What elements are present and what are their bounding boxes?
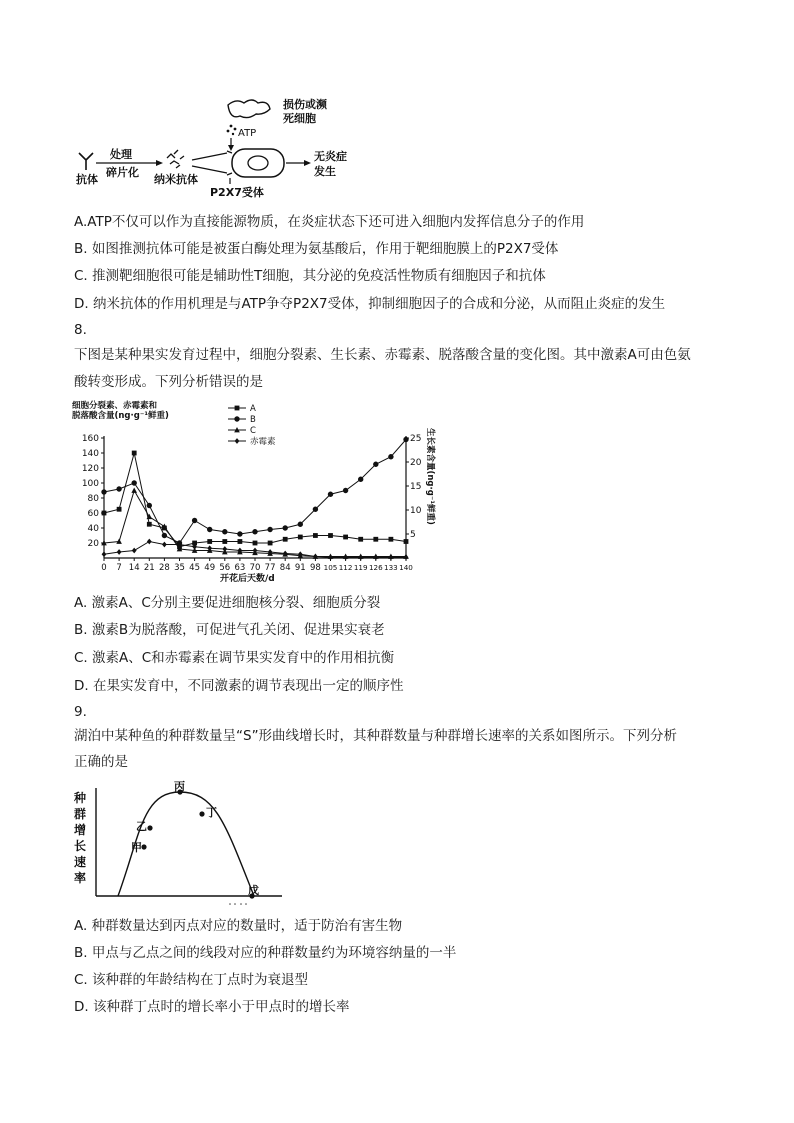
immune-diagram [70, 96, 390, 201]
series-point-B [192, 518, 197, 523]
x-tick-label: 84 [279, 563, 291, 573]
q9-stem-1: 湖泊中某种鱼的种群数量呈“S”形曲线增长时，其种群数量与种群增长速率的关系如图所示。下列分析 [74, 728, 678, 744]
series-point-赤霉素 [162, 542, 167, 548]
series-point-A [222, 539, 227, 544]
growth-point-label: 甲 [131, 841, 142, 854]
q9-stem-2: 正确的是 [74, 754, 128, 770]
antibody-icon [79, 153, 93, 170]
result-label-2: 发生 [314, 165, 336, 178]
q7-option-a: A.ATP不仅可以作为直接能源物质，在炎症状态下还可进入细胞内发挥信息分子的作用 [74, 214, 585, 230]
growth-ylabel-char: 群 [74, 807, 87, 821]
growth-point-甲 [141, 844, 146, 849]
x-tick-label: 126 [368, 563, 383, 572]
series-point-赤霉素 [358, 554, 363, 560]
q9-option-a: A. 种群数量达到丙点对应的数量时，适于防治有害生物 [74, 918, 403, 934]
chart-y-title-2: 脱落酸含量(ng·g⁻¹鲜重) [72, 411, 169, 421]
series-point-A [328, 533, 333, 538]
x-tick-label: 112 [338, 563, 353, 572]
x-tick-label: 98 [309, 563, 321, 573]
q7-option-d: D. 纳米抗体的作用机理是与ATP争夺P2X7受体，抑制细胞因子的合成和分泌，从而阻止炎症的发生 [74, 296, 666, 312]
atp-dots-icon [227, 125, 237, 136]
process-bottom-label: 碎片化 [106, 166, 139, 179]
series-point-赤霉素 [404, 554, 409, 560]
x-tick-label: 105 [323, 563, 338, 572]
result-label-1: 无炎症 [314, 150, 347, 163]
series-point-A [373, 537, 378, 542]
growth-point-label: 乙 [136, 820, 147, 833]
series-point-B [313, 507, 318, 512]
atp-label: ATP [238, 128, 257, 139]
series-point-赤霉素 [132, 548, 137, 554]
receptor-label: P2X7受体 [210, 186, 264, 199]
series-point-A [102, 511, 107, 516]
legend-label: A [250, 404, 256, 414]
growth-point-丁 [199, 811, 204, 816]
series-point-赤霉素 [102, 551, 107, 557]
y-tick-label: 40 [87, 524, 99, 534]
series-point-赤霉素 [147, 539, 152, 545]
q7-option-c: C. 推测靶细胞很可能是辅助性T细胞，其分泌的免疫活性物质有细胞因子和抗体 [74, 268, 546, 284]
legend-marker [235, 406, 240, 411]
x-tick-label: 28 [158, 563, 170, 573]
y2-tick-label: 25 [410, 434, 422, 444]
series-point-A [253, 541, 258, 546]
antibody-label: 抗体 [76, 173, 98, 186]
series-point-B [132, 480, 137, 485]
series-point-B [358, 477, 363, 482]
y-tick-label: 20 [87, 539, 99, 549]
series-point-B [116, 486, 121, 491]
series-point-赤霉素 [343, 554, 348, 560]
x-tick-label: 91 [294, 563, 306, 573]
q8-option-c: C. 激素A、C和赤霉素在调节果实发育中的作用相抗衡 [74, 650, 395, 666]
y2-tick-label: 5 [410, 530, 416, 540]
series-point-B [343, 488, 348, 493]
series-point-A [268, 541, 273, 546]
growth-point-label: 丙 [174, 780, 185, 793]
series-line-B [104, 440, 406, 544]
x-tick-label: 77 [264, 563, 276, 573]
y-tick-label: 80 [87, 494, 99, 504]
series-point-A [389, 537, 394, 542]
nano-antibody-icon [167, 150, 184, 168]
x-tick-label: 0 [101, 563, 107, 573]
series-point-B [388, 454, 393, 459]
series-point-A [313, 533, 318, 538]
x-tick-label: 7 [116, 563, 122, 573]
growth-ylabel-char: 种 [74, 791, 87, 805]
series-point-B [298, 522, 303, 527]
legend-marker [235, 438, 240, 444]
series-point-B [252, 529, 257, 534]
growth-point-label: 丁 [206, 806, 217, 819]
y2-tick-label: 15 [410, 482, 422, 492]
series-point-A [343, 535, 348, 540]
damaged-cell-icon [228, 100, 270, 118]
series-point-B [403, 437, 408, 442]
q9-option-c: C. 该种群的年龄结构在丁点时为衰退型 [74, 972, 309, 988]
legend-label: C [250, 426, 256, 436]
process-top-label: 处理 [110, 148, 132, 161]
growth-ylabel-char: 增 [74, 823, 87, 837]
series-point-A [207, 539, 212, 544]
x-tick-label: 70 [249, 563, 261, 573]
y2-tick-label: 10 [410, 506, 422, 516]
hormone-chart [68, 398, 440, 584]
x-tick-label: 63 [234, 563, 246, 573]
x-tick-label: 140 [399, 563, 413, 572]
y-tick-label: 100 [81, 479, 99, 489]
growth-point-label: 戊 [248, 884, 259, 897]
x-tick-label: 14 [128, 563, 140, 573]
q9-option-b: B. 甲点与乙点之间的线段对应的种群数量约为环境容纳量的一半 [74, 945, 457, 961]
damaged-cell-label-2: 死细胞 [283, 112, 316, 125]
y-tick-label: 60 [87, 509, 99, 519]
x-tick-label: 56 [219, 563, 231, 573]
series-point-赤霉素 [328, 554, 333, 560]
series-point-B [373, 462, 378, 467]
x-tick-label: 21 [143, 563, 155, 573]
series-point-A [283, 537, 288, 542]
q8-option-d: D. 在果实发育中，不同激素的调节表现出一定的顺序性 [74, 678, 404, 694]
nano-antibody-label: 纳米抗体 [154, 173, 198, 186]
series-point-B [222, 529, 227, 534]
series-point-B [207, 527, 212, 532]
series-point-B [267, 527, 272, 532]
series-point-B [328, 492, 333, 497]
y2-tick-label: 20 [410, 458, 422, 468]
q9-number: 9. [74, 704, 87, 720]
x-axis-note-mark [229, 903, 247, 905]
series-point-赤霉素 [373, 554, 378, 560]
series-point-B [147, 503, 152, 508]
y-tick-label: 120 [81, 464, 99, 474]
series-point-A [147, 522, 152, 527]
x-tick-label: 45 [189, 563, 201, 573]
chart-x-title: 开花后天数/d [220, 574, 275, 584]
series-point-A [298, 535, 303, 540]
series-point-赤霉素 [222, 546, 227, 552]
x-tick-label: 119 [353, 563, 368, 572]
series-point-A [358, 537, 363, 542]
q7-option-b: B. 如图推测抗体可能是被蛋白酶处理为氨基酸后，作用于靶细胞膜上的P2X7受体 [74, 241, 559, 257]
series-point-C [131, 488, 137, 493]
x-tick-label: 35 [174, 563, 185, 573]
growth-ylabel-char: 速 [74, 855, 87, 869]
legend-marker [234, 416, 239, 421]
chart-y-title-1: 细胞分裂素、赤霉素和 [72, 401, 158, 411]
legend-label: B [250, 415, 256, 425]
series-point-A [238, 539, 243, 544]
y-tick-label: 140 [81, 449, 99, 459]
series-point-赤霉素 [117, 549, 122, 555]
series-point-B [237, 531, 242, 536]
series-point-B [101, 489, 106, 494]
growth-rate-chart [70, 780, 290, 910]
series-point-赤霉素 [389, 554, 394, 560]
growth-ylabel-char: 率 [74, 871, 87, 885]
q8-stem-2: 酸转变形成。下列分析错误的是 [74, 374, 263, 390]
growth-point-乙 [147, 825, 152, 830]
legend-label: 赤霉素 [250, 437, 276, 447]
q8-option-a: A. 激素A、C分别主要促进细胞核分裂、细胞质分裂 [74, 595, 381, 611]
series-point-B [283, 525, 288, 530]
chart-y2-title: 生长素含量(ng·g⁻¹鲜重) [425, 428, 435, 525]
q8-stem-1: 下图是某种果实发育过程中，细胞分裂素、生长素、赤霉素、脱落酸含量的变化图。其中激素A可由色氨 [74, 347, 691, 363]
growth-ylabel-char: 长 [74, 839, 87, 853]
x-tick-label: 133 [384, 563, 398, 572]
target-cell-icon [232, 149, 284, 177]
q8-option-b: B. 激素B为脱落酸，可促进气孔关闭、促进果实衰老 [74, 622, 385, 638]
series-point-B [162, 533, 167, 538]
series-point-A [132, 451, 137, 456]
q9-option-d: D. 该种群丁点时的增长率小于甲点时的增长率 [74, 999, 350, 1015]
series-point-A [404, 539, 409, 544]
x-tick-label: 49 [204, 563, 216, 573]
y-tick-label: 160 [81, 434, 99, 444]
damaged-cell-label-1: 损伤或濒 [283, 98, 327, 111]
series-point-A [117, 507, 122, 512]
q8-number: 8. [74, 322, 87, 338]
